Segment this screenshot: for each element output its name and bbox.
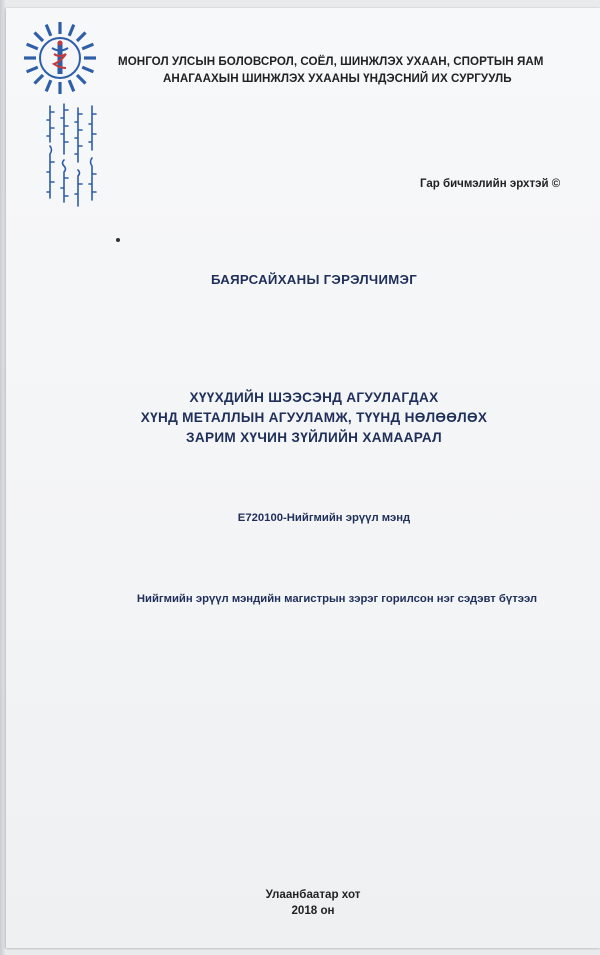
- mongolian-script-emblem-icon: [42, 102, 102, 210]
- specialty-code: [0, 512, 600, 524]
- university-emblem-icon: [22, 20, 98, 96]
- paper-speck: [116, 238, 120, 242]
- author-name-text: БАЯРСАЙХАНЫ ГЭРЭЛЧИМЭГ: [210, 272, 418, 287]
- city-name: Улаанбаатар хот: [265, 888, 361, 901]
- author-name: [0, 272, 600, 287]
- degree-statement-text: Нийгмийн эрүүл мэндийн магистрын зэрэг горилсон нэг сэдэвт бүтээл: [136, 593, 538, 605]
- thesis-title-line2: ХҮНД МЕТАЛЛЫН АГУУЛАМЖ, ТҮҮНД НӨЛӨӨЛӨХ: [140, 410, 488, 425]
- year-text: 2018 он: [291, 904, 335, 917]
- thesis-title-line1: ХҮҮХДИЙН ШЭЭСЭНД АГУУЛАГДАХ: [189, 390, 439, 405]
- university-name-line2: АНАГААХЫН ШИНЖЛЭХ УХААНЫ ҮНДЭСНИЙ ИХ СУРГУУЛЬ: [163, 72, 512, 85]
- thesis-title-line3: ЗАРИМ ХҮЧИН ЗҮЙЛИЙН ХАМААРАЛ: [186, 430, 442, 445]
- thesis-title: [0, 388, 600, 448]
- place-and-year: [0, 887, 600, 919]
- degree-statement: [0, 593, 600, 605]
- copyright-notice: Гар бичмэлийн эрхтэй ©: [420, 178, 561, 190]
- specialty-code-text: Е720100-Нийгмийн эрүүл мэнд: [237, 512, 411, 524]
- ministry-name-line1: МОНГОЛ УЛСЫН БОЛОВСРОЛ, СОЁЛ, ШИНЖЛЭХ УХААН, СПОРТЫН ЯАМ: [118, 55, 544, 68]
